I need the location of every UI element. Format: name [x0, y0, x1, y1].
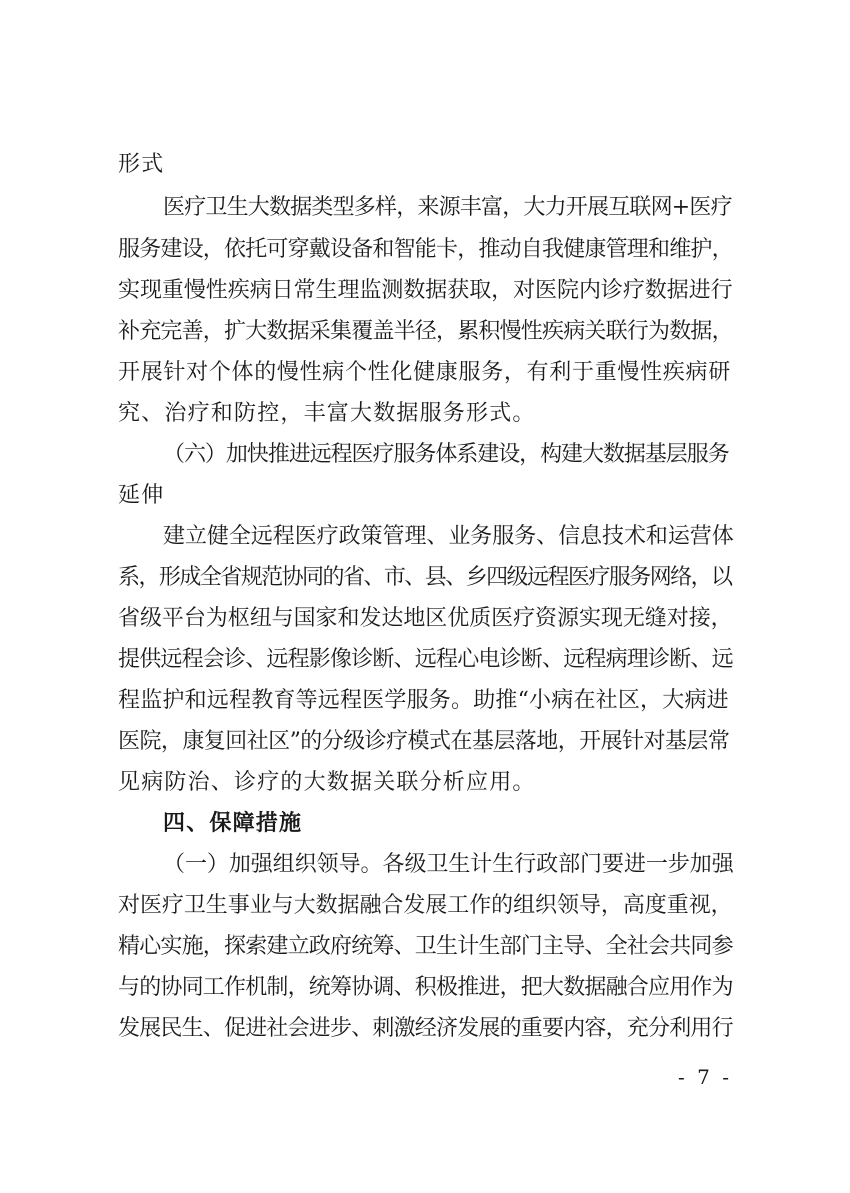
text-line: 究、治疗和防控，丰富大数据服务形式。: [118, 401, 536, 426]
paragraph-start-line: 医疗卫生大数据类型多样，来源丰富，大力开展互联网+医疗: [163, 195, 732, 220]
paragraph-start-line: （一）加强组织领导。各级卫生计生行政部门要进一步加强: [163, 852, 734, 877]
text-line: 补充完善，扩大数据采集覆盖半径，累积慢性疾病关联行为数据，: [118, 319, 733, 344]
text-line: 系，形成全省规范协同的省、市、县、乡四级远程医疗服务网络，以: [118, 565, 732, 590]
text-line: 实现重慢性疾病日常生理监测数据获取，对医院内诊疗数据进行: [118, 278, 733, 303]
text-line: 精心实施，探索建立政府统筹、卫生计生部门主导、全社会共同参: [118, 934, 733, 959]
text-line: 开展针对个体的慢性病个性化健康服务，有利于重慢性疾病研: [118, 360, 731, 385]
text-line: 见病防治、诊疗的大数据关联分析应用。: [118, 770, 536, 795]
text-line: 服务建设，依托可穿戴设备和智能卡，推动自我健康管理和维护，: [118, 237, 733, 262]
text-line: 形式: [118, 152, 165, 177]
paragraph-start-line: 建立健全远程医疗政策管理、业务服务、信息技术和运营体: [163, 524, 734, 549]
section-heading-line: （六）加快推进远程医疗服务体系建设，构建大数据基层服务: [163, 442, 729, 467]
text-line: 程监护和远程教育等远程医学服务。助推“小病在社区，大病进: [118, 688, 729, 713]
text-line: 与的协同工作机制，统筹协调、积极推进，把大数据融合应用作为: [118, 975, 733, 1000]
text-line: 对医疗卫生事业与大数据融合发展工作的组织领导，高度重视，: [118, 893, 733, 918]
text-line: 医院，康复回社区”的分级诊疗模式在基层落地，开展针对基层常: [118, 729, 730, 754]
page-number: - 7 -: [678, 1065, 732, 1089]
text-line: 省级平台为枢纽与国家和发达地区优质医疗资源实现无缝对接，: [118, 606, 733, 631]
section-heading-line: 延伸: [118, 483, 165, 508]
text-line: 提供远程会诊、远程影像诊断、远程心电诊断、远程病理诊断、远: [118, 647, 733, 672]
text-line: 发展民生、促进社会进步、刺激经济发展的重要内容，充分利用行: [118, 1016, 733, 1041]
section-heading: 四、保障措施: [163, 811, 303, 836]
